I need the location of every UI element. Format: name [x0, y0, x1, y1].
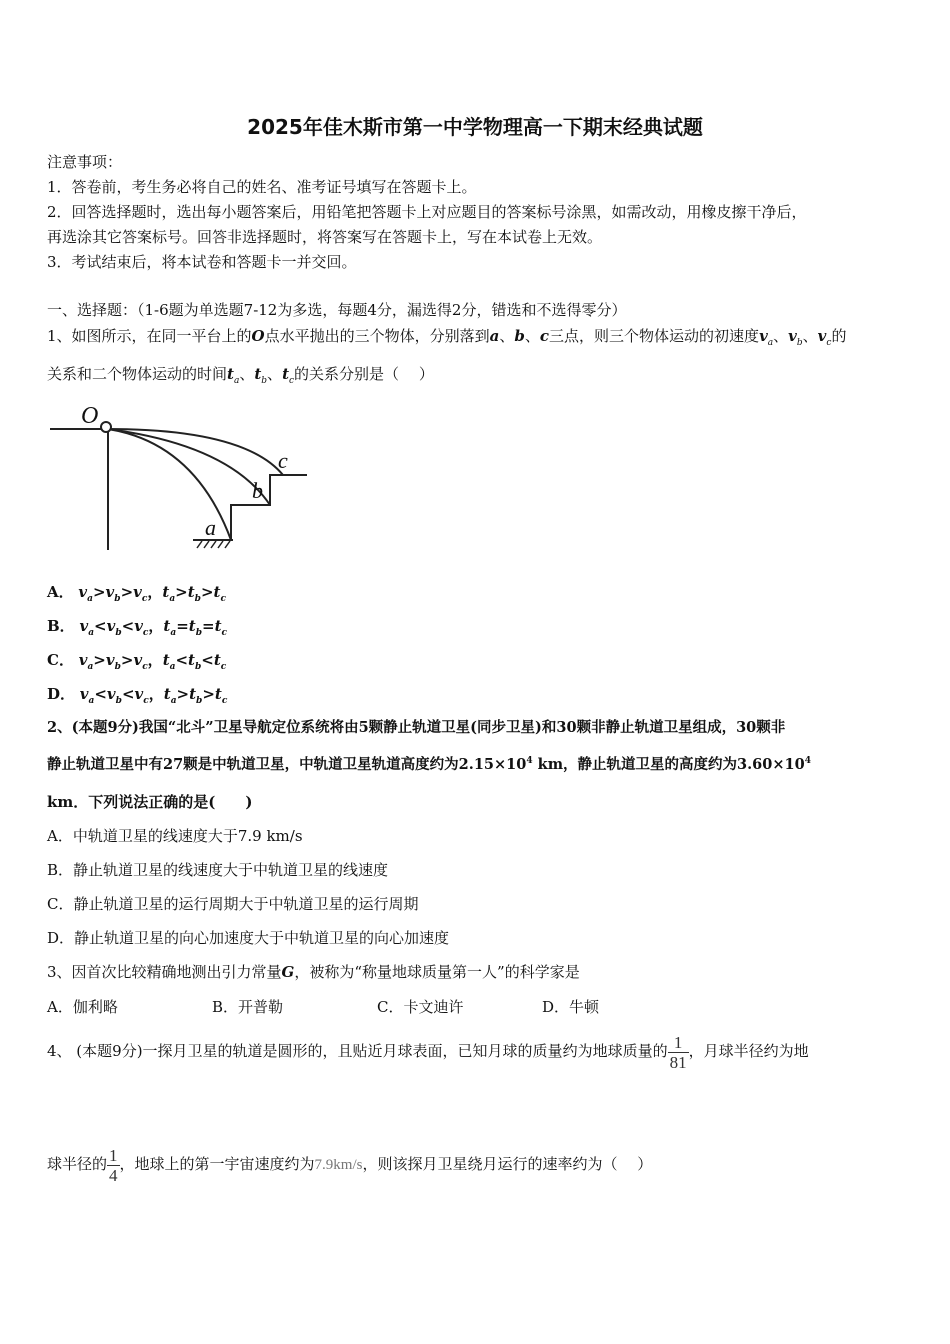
label-b: b	[252, 478, 263, 503]
q1-stem-line1: 1、如图所示，在同一平台上的O点水平抛出的三个物体，分别落到a、b、c三点，则三个物体运动的初速度$v_a$、$v_b$、$v_c$的	[47, 327, 847, 348]
q3-option-c[interactable]: C．卡文迪许	[377, 998, 464, 1016]
q1-option-d[interactable]: D． $v_a<v_b<v_c$，$t_a>t_b>t_c$	[47, 685, 228, 706]
notice-item: 再选涂其它答案标号。回答非选择题时，将答案写在答题卡上，写在本试卷上无效。	[47, 228, 603, 246]
label-a: a	[205, 515, 216, 540]
q2-stem-line1: 2、(本题9分)我国“北斗”卫星导航定位系统将由5颗静止轨道卫星(同步卫星)和30颗非静止轨道卫星组成，30颗非	[47, 719, 786, 736]
launch-point	[101, 422, 111, 432]
q3-stem: 3、因首次比较精确地测出引力常量G，被称为“称量地球质量第一人”的科学家是	[47, 963, 580, 981]
q3-option-b[interactable]: B．开普勒	[212, 998, 284, 1016]
option-expr: $v_a<v_b<v_c$	[79, 617, 149, 638]
q2-option-a[interactable]: A．中轨道卫星的线速度大于7.9 km/s	[47, 827, 303, 845]
fraction-1-4: $\frac{1}{4}$	[109, 1145, 118, 1185]
notice-item: 2．回答选择题时，选出每小题答案后，用铅笔把答题卡上对应题目的答案标号涂黑，如需改动，用橡皮擦干净后，	[47, 203, 807, 221]
q1-option-b[interactable]: B． $v_a<v_b<v_c$，$t_a=t_b=t_c$	[47, 617, 227, 638]
q3-option-a[interactable]: A．伽利略	[47, 998, 118, 1016]
fraction-1-81: $\frac{1}{81}$	[669, 1032, 687, 1072]
q1-stem-line2: 关系和二个物体运动的时间$t_a$、$t_b$、$t_c$的关系分别是（ ）	[47, 365, 434, 386]
q1-option-a[interactable]: A． $v_a>v_b>v_c$，$t_a>t_b>t_c$	[47, 583, 226, 604]
option-expr: $v_a>v_b>v_c$	[78, 583, 148, 604]
option-expr: $v_a<v_b<v_c$	[79, 685, 149, 706]
q2-option-c[interactable]: C．静止轨道卫星的运行周期大于中轨道卫星的运行周期	[47, 895, 419, 913]
q2-stem-line3: km．下列说法正确的是( )	[47, 793, 253, 811]
notice-item: 3．考试结束后，将本试卷和答题卡一并交回。	[47, 253, 357, 271]
q2-option-b[interactable]: B．静止轨道卫星的线速度大于中轨道卫星的线速度	[47, 861, 389, 879]
q4-stem-line1: 4、 (本题9分)一探月卫星的轨道是圆形的，且贴近月球表面，已知月球的质量约为地球质量的 $\frac{1}{81}$ ，月球半径约为地	[47, 1032, 809, 1072]
q1-projectile-figure	[45, 395, 315, 560]
label-c: c	[278, 448, 288, 473]
q3-option-d[interactable]: D．牛顿	[542, 998, 600, 1016]
q4-stem-line2: 球半径的 $\frac{1}{4}$ ，地球上的第一宇宙速度约为7.9km/s，则该探月卫星绕月运行的速率约为（ ）	[47, 1145, 653, 1185]
page-title: 2025年佳木斯市第一中学物理高一下期末经典试题	[247, 115, 703, 139]
q2-stem-line2: 静止轨道卫星中有27颗是中轨道卫星，中轨道卫星轨道高度约为$2.15\times 10^4$ km，静止轨道卫星的高度约为$3.60\times 10^4$	[47, 756, 811, 773]
trajectory-b	[108, 429, 270, 505]
notice-heading: 注意事项：	[47, 153, 123, 171]
notice-item: 1．答卷前，考生务必将自己的姓名、准考证号填写在答题卡上。	[47, 178, 477, 196]
label-o: O	[81, 403, 99, 429]
section-heading: 一、选择题：（1-6题为单选题7-12为多选，每题4分，漏选得2分，错选和不选得零分）	[47, 301, 627, 319]
option-expr: $v_a>v_b>v_c$	[78, 651, 148, 672]
q1-option-c[interactable]: C． $v_a>v_b>v_c$，$t_a<t_b<t_c$	[47, 651, 227, 672]
q2-option-d[interactable]: D．静止轨道卫星的向心加速度大于中轨道卫星的向心加速度	[47, 929, 450, 947]
